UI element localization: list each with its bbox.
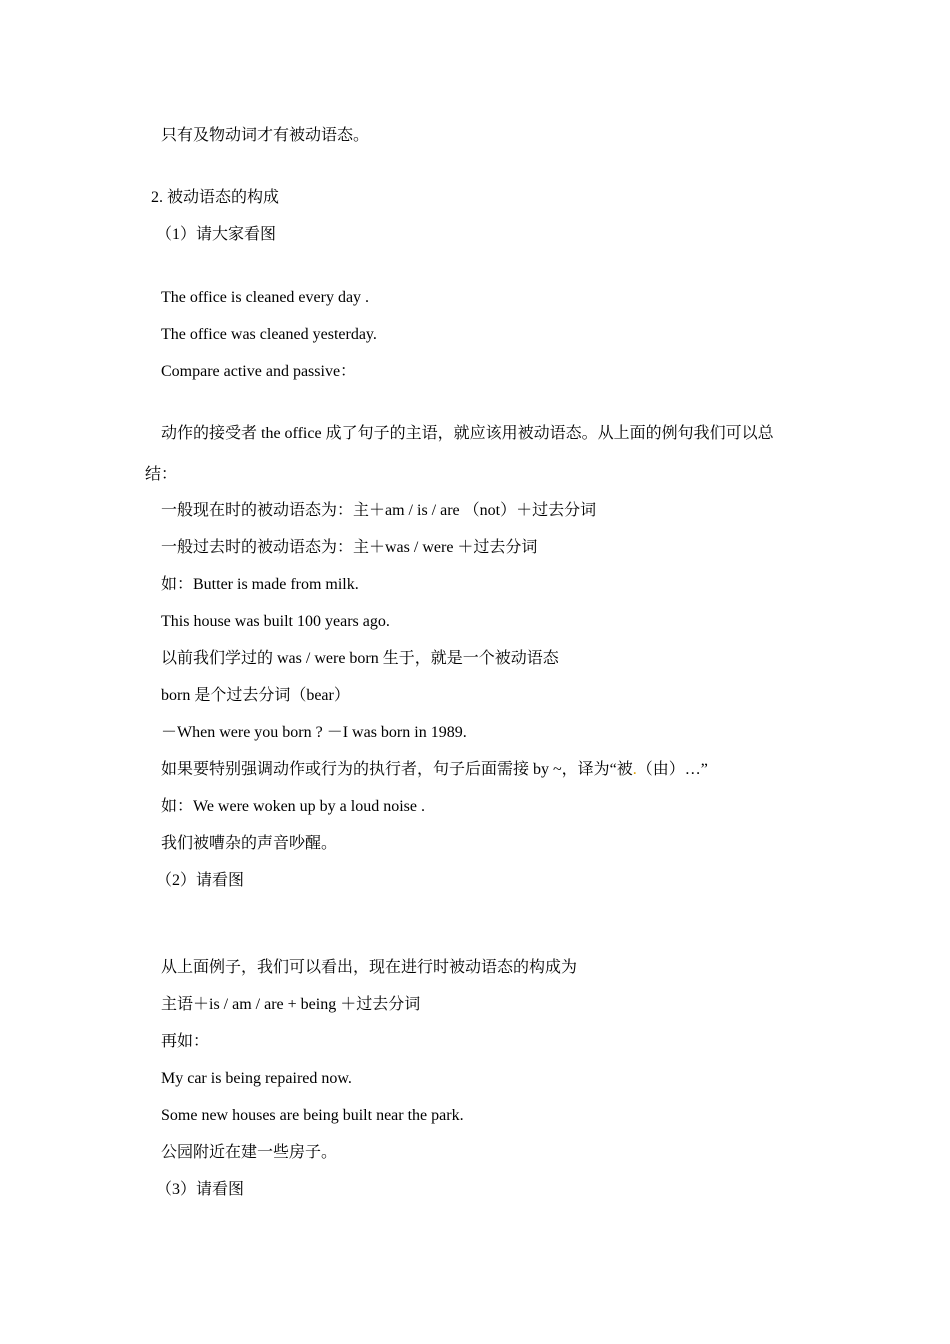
text-line	[161, 760, 708, 780]
subsection-heading: （2）请看图	[156, 872, 245, 889]
example-sentence: Some new houses are being built near the park.	[161, 1107, 464, 1124]
example-sentence: 如：Butter is made from milk.	[161, 576, 359, 593]
rule-line: 主语＋is / am / are + being ＋过去分词	[161, 996, 421, 1013]
text-line: 从上面例子，我们可以看出，现在进行时被动语态的构成为	[161, 959, 578, 976]
rule-line: 一般现在时的被动语态为：主＋am / is / are （not）＋过去分词	[161, 502, 597, 519]
text-line: 以前我们学过的 was / were born 生于，就是一个被动语态	[161, 650, 559, 667]
example-dialogue: －When were you born ? －I was born in 1989.	[161, 724, 467, 741]
example-sentence: My car is being repaired now.	[161, 1070, 352, 1087]
text-line: Compare active and passive：	[161, 363, 357, 380]
text-line: 动作的接受者 the office 成了句子的主语，就应该用被动语态。从上面的例句我们可以总	[161, 425, 774, 442]
rule-line: 一般过去时的被动语态为：主＋was / were ＋过去分词	[161, 539, 538, 556]
text-line: 公园附近在建一些房子。	[161, 1144, 338, 1161]
text-line: 只有及物动词才有被动语态。	[161, 127, 370, 144]
example-sentence: The office was cleaned yesterday.	[161, 326, 377, 343]
text-line: 我们被嘈杂的声音吵醒。	[161, 835, 338, 852]
section-heading: 2. 被动语态的构成	[151, 189, 280, 206]
subsection-heading: （3）请看图	[156, 1181, 245, 1198]
text-line: born 是个过去分词（bear）	[161, 687, 350, 704]
text-segment: 如果要特别强调动作或行为的执行者，句子后面需接 by ~，译为“被	[161, 761, 633, 778]
text-segment: （由）…”	[636, 761, 708, 778]
highlight-mark: .	[632, 761, 637, 778]
text-line: 结：	[145, 466, 178, 483]
example-sentence: 如：We were woken up by a loud noise .	[161, 798, 425, 815]
example-sentence: The office is cleaned every day .	[161, 289, 370, 306]
subsection-heading: （1）请大家看图	[156, 226, 277, 243]
text-line: 再如：	[161, 1033, 210, 1050]
example-sentence: This house was built 100 years ago.	[161, 613, 390, 630]
